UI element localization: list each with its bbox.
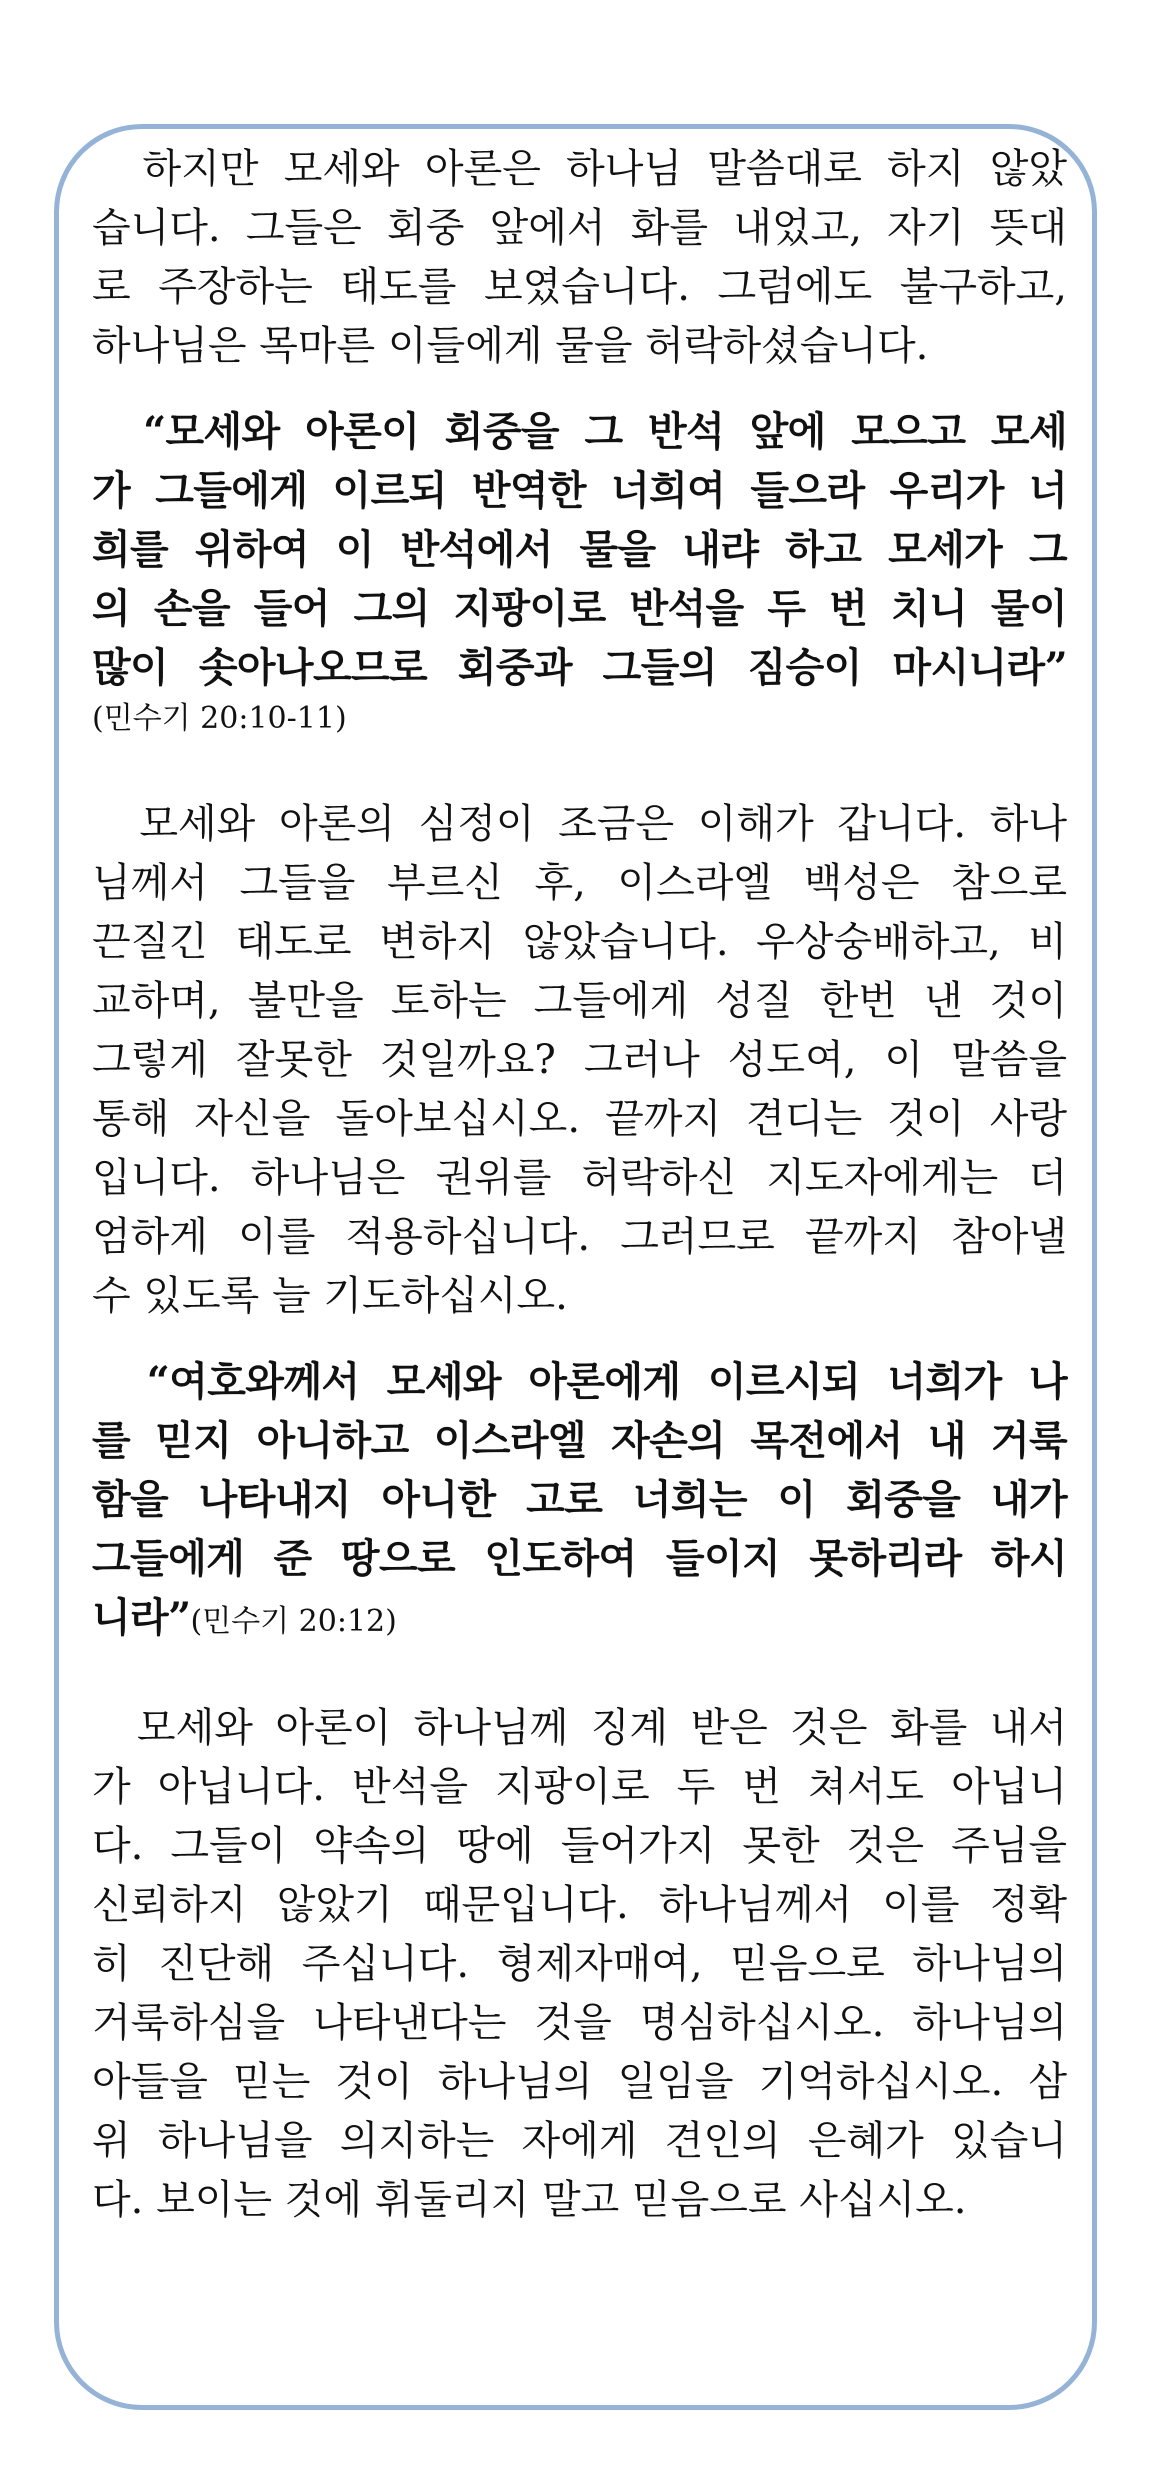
quote-line: “여호와께서 모세와 아론에게 이르시되 너희가 나 [92, 1358, 1067, 1405]
text-line: 습니다. 그들은 회중 앞에서 화를 내었고, 자기 뜻대 [92, 205, 1067, 251]
text-line: 님께서 그들을 부르신 후, 이스라엘 백성은 참으로 [92, 860, 1067, 906]
quote-line-with-reference [92, 1588, 1067, 1647]
scripture-quote-1 [92, 402, 1067, 697]
scripture-quote-2 [92, 1352, 1067, 1647]
text-line: 거룩하심을 나타낸다는 것을 명심하십시오. 하나님의 [92, 2000, 1067, 2046]
text-line: 위 하나님을 의지하는 자에게 견인의 은혜가 있습니 [92, 2118, 1067, 2164]
paragraph-1 [92, 140, 1067, 376]
quote-line: 가 그들에게 이르되 반역한 너희여 들으라 우리가 너 [92, 467, 1067, 514]
text-line: 다. 그들이 약속의 땅에 들어가지 못한 것은 주님을 [92, 1823, 1067, 1869]
text-line: 히 진단해 주십니다. 형제자매여, 믿음으로 하나님의 [92, 1941, 1067, 1987]
text-line: 모세와 아론의 심정이 조금은 이해가 갑니다. 하나 [92, 801, 1067, 847]
text-line: 모세와 아론이 하나님께 징계 받은 것은 화를 내서 [92, 1705, 1067, 1751]
quote-line: 를 믿지 아니하고 이스라엘 자손의 목전에서 내 거룩 [92, 1417, 1067, 1464]
text-line: 그렇게 잘못한 것일까요? 그러나 성도여, 이 말씀을 [92, 1037, 1067, 1083]
text-line: 통해 자신을 돌아보십시오. 끝까지 견디는 것이 사랑 [92, 1096, 1067, 1142]
text-line: 끈질긴 태도로 변하지 않았습니다. 우상숭배하고, 비 [92, 919, 1067, 965]
quote-line: 함을 나타내지 아니한 고로 너희는 이 회중을 내가 [92, 1476, 1067, 1523]
text-line: 수 있도록 늘 기도하십시오. [92, 1273, 568, 1319]
text-line: 입니다. 하나님은 권위를 허락하신 지도자에게는 더 [92, 1155, 1067, 1201]
text-line: 아들을 믿는 것이 하나님의 일임을 기억하십시오. 삼 [92, 2059, 1067, 2105]
quote-line: 희를 위하여 이 반석에서 물을 내랴 하고 모세가 그 [92, 526, 1067, 573]
scripture-reference-1: (민수기 20:10-11) [92, 701, 347, 736]
paragraph-2 [92, 795, 1067, 1326]
text-line: 가 아닙니다. 반석을 지팡이로 두 번 쳐서도 아닙니 [92, 1764, 1067, 1810]
quote-line: 니라” [92, 1594, 191, 1641]
devotional-text [92, 140, 1067, 2230]
quote-line: 많이 솟아나오므로 회중과 그들의 짐승이 마시니라” [92, 644, 1067, 691]
text-line: 다. 보이는 것에 휘둘리지 말고 믿음으로 사십시오. [92, 2177, 967, 2223]
text-line: 신뢰하지 않았기 때문입니다. 하나님께서 이를 정확 [92, 1882, 1067, 1928]
text-line: 로 주장하는 태도를 보였습니다. 그럼에도 불구하고, [92, 264, 1067, 310]
paragraph-3 [92, 1699, 1067, 2230]
text-line: 하지만 모세와 아론은 하나님 말씀대로 하지 않았 [92, 146, 1067, 192]
quote-line: “모세와 아론이 회중을 그 반석 앞에 모으고 모세 [92, 408, 1067, 455]
quote-line: 그들에게 준 땅으로 인도하여 들이지 못하리라 하시 [92, 1535, 1067, 1582]
scripture-reference-2: (민수기 20:12) [190, 1604, 397, 1639]
text-line: 교하며, 불만을 토하는 그들에게 성질 한번 낸 것이 [92, 978, 1067, 1024]
quote-line: 의 손을 들어 그의 지팡이로 반석을 두 번 치니 물이 [92, 585, 1067, 632]
text-line: 엄하게 이를 적용하십니다. 그러므로 끝까지 참아낼 [92, 1214, 1067, 1260]
text-line: 하나님은 목마른 이들에게 물을 허락하셨습니다. [92, 323, 929, 369]
